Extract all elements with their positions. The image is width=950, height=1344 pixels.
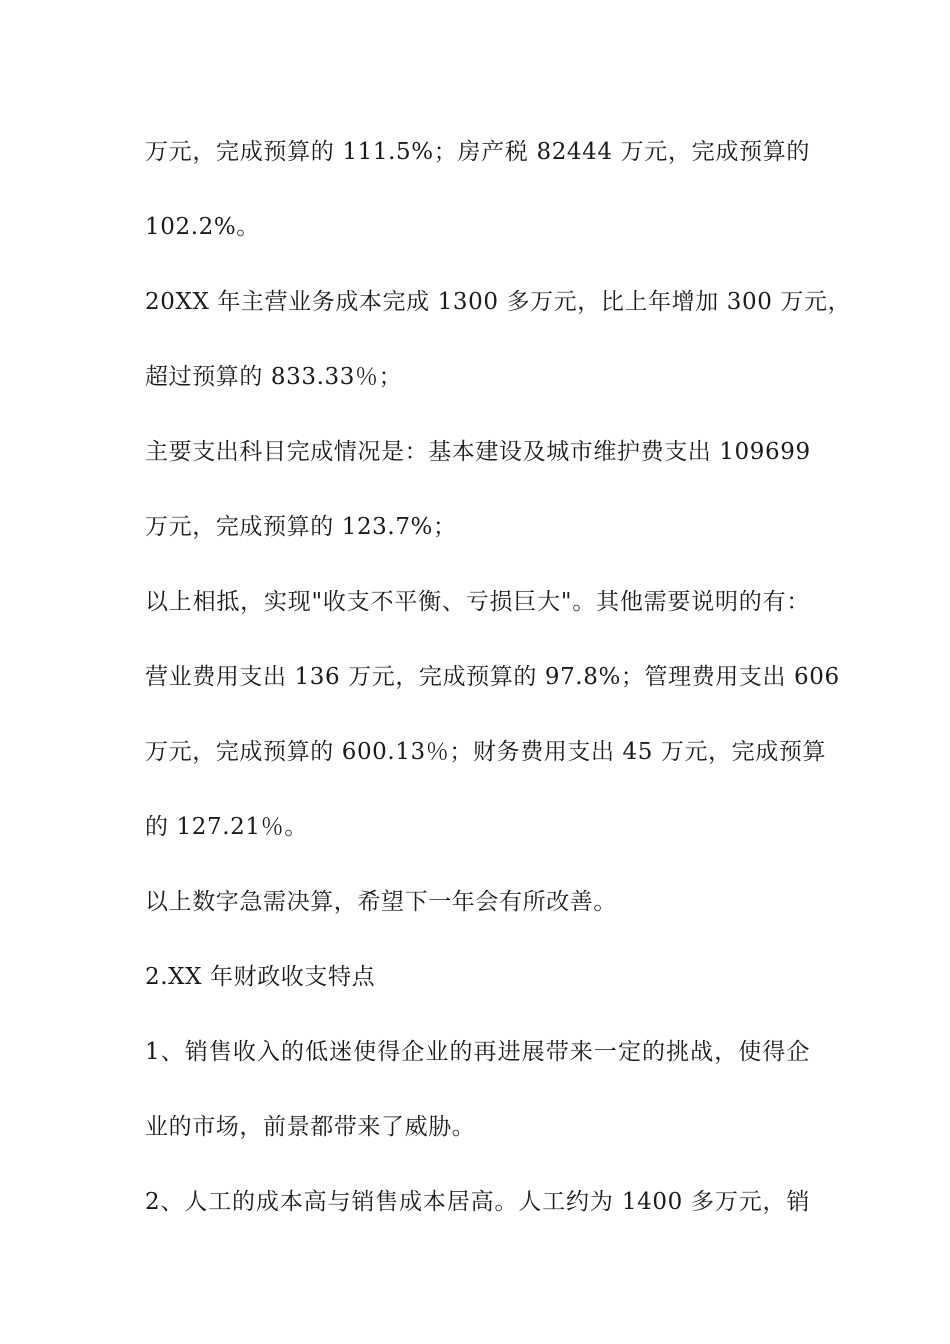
text-line: 1、销售收入的低迷使得企业的再进展带来一定的挑战，使得企 <box>145 1039 810 1065</box>
text-line: 业的市场，前景都带来了威胁。 <box>145 1114 476 1140</box>
text-line: 的 127.21％。 <box>145 814 308 840</box>
text-line: 超过预算的 833.33％； <box>145 364 403 390</box>
text-line: 万元，完成预算的 123.7%； <box>145 514 457 540</box>
text-line: 以上数字急需决算，希望下一年会有所改善。 <box>145 889 617 915</box>
text-line: 102.2%。 <box>145 214 260 240</box>
section-heading: 2.XX 年财政收支特点 <box>145 964 376 990</box>
text-line: 万元，完成预算的 600.13％；财务费用支出 45 万元，完成预算 <box>145 739 827 765</box>
text-line: 2、人工的成本高与销售成本居高。人工约为 1400 多万元，销 <box>145 1189 810 1215</box>
text-line: 20XX 年主营业务成本完成 1300 多万元，比上年增加 300 万元， <box>145 289 852 315</box>
text-line: 主要支出科目完成情况是：基本建设及城市维护费支出 109699 <box>145 439 811 465</box>
text-line: 营业费用支出 136 万元，完成预算的 97.8%；管理费用支出 606 <box>145 664 840 690</box>
text-line: 万元，完成预算的 111.5%；房产税 82444 万元，完成预算的 <box>145 139 810 165</box>
text-line: 以上相抵，实现"收支不平衡、亏损巨大"。其他需要说明的有： <box>145 589 810 615</box>
